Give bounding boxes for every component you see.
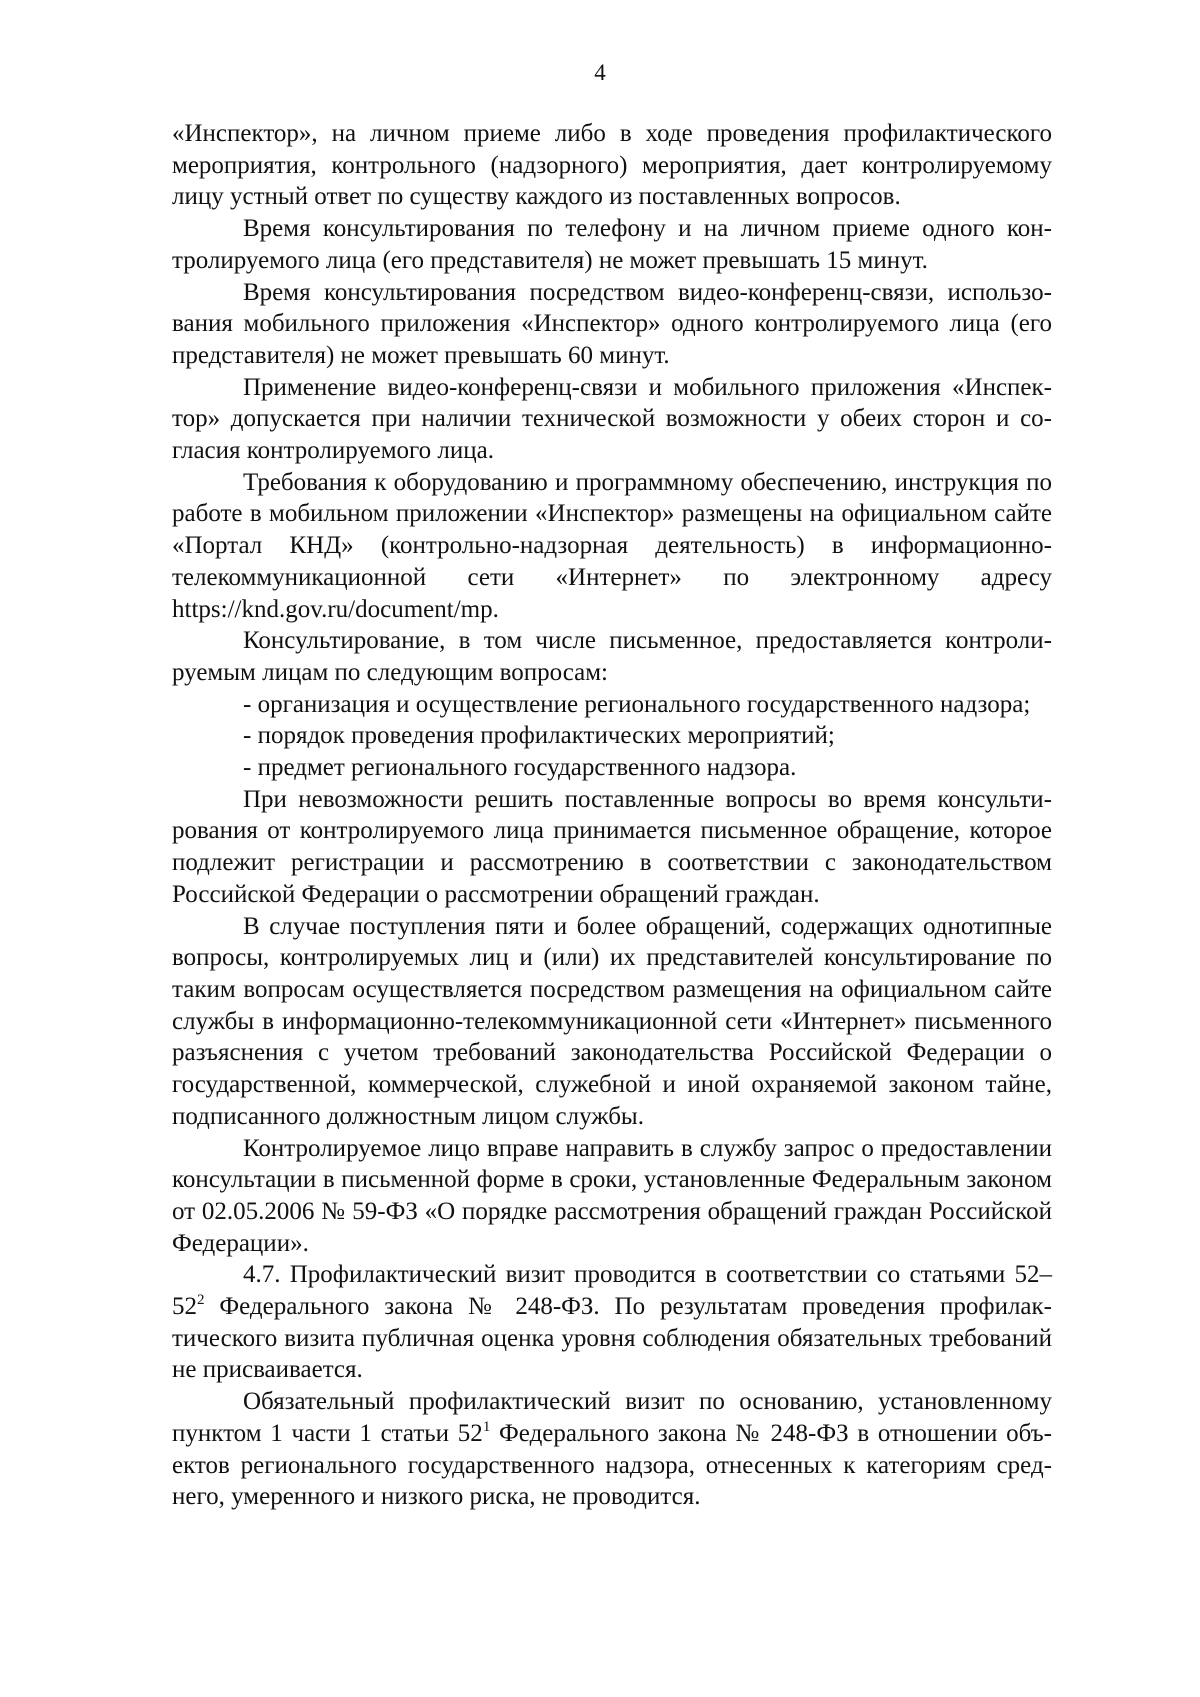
paragraph-text: Обязательный профилактический визит по основанию, установленному пунктом 1 части 1 статьи 52 bbox=[172, 1388, 1052, 1447]
superscript: 1 bbox=[482, 1418, 491, 1435]
list-item: - предмет регионального государственного надзора. bbox=[243, 754, 797, 782]
paragraph: Требования к оборудованию и программному обеспечению, инструкция по работе в мобильном приложении «Инспектор» размещены на официальном сайте «Портал КНД» (контрольно-надзорная деятельность) в информационно-телекоммуникационной сети «Интернет» по электронному адресу https://knd.gov.ru/document/mp. bbox=[172, 468, 1052, 623]
paragraph: В случае поступления пяти и более обращений, содержащих однотипные вопросы, контролируемых лиц и (или) их представителей консультирование по таким вопросам осуществляется посредством размещения на официальном сайте службы в информационно-телекоммуникационной сети «Интернет» письменного разъяснения с учетом требований законодательства Российской Федерации о государственной, коммерческой, служебной и иной охраняемой законом тайне, подписанного должностным лицом службы. bbox=[172, 912, 1052, 1130]
paragraph-text: 4.7. Профилактический визит проводится в соответствии со статьями 52–52 bbox=[172, 1261, 1052, 1321]
paragraph-4-7 bbox=[172, 1259, 1052, 1386]
list-item: - порядок проведения профилактических мероприятий; bbox=[243, 722, 835, 750]
document-body bbox=[172, 118, 1052, 1513]
paragraph: «Инспектор», на личном приеме либо в ходе проведения профилактического мероприятия, контрольного (надзорного) мероприятия, дает контролируемому лицу устный ответ по существу каждого из поставленных вопросов. bbox=[172, 120, 1052, 211]
page-number: 4 bbox=[594, 60, 606, 85]
paragraph: Контролируемое лицо вправе направить в службу запрос о предоставлении консультации в письменной форме в сроки, установленные Федеральным законом от 02.05.2006 № 59-ФЗ «О порядке рассмотрения обращений граждан Российской Федерации». bbox=[172, 1134, 1052, 1257]
list-item: - организация и осуществление регионального государственного надзора; bbox=[243, 690, 1031, 718]
paragraph bbox=[172, 1386, 1052, 1513]
paragraph: При невозможности решить поставленные вопросы во время консультирования от контролируемого лица принимается письменное обращение, которое подлежит регистрации и рассмотрению в соответствии с законодательством Российской Федерации о рассмотрении обращений граждан. bbox=[172, 785, 1052, 908]
paragraph-text: Федерального закона № 248-ФЗ. По результатам проведения профилактического визита публичная оценка уровня соблюдения обязательных требований не присваивается. bbox=[172, 1293, 1052, 1384]
paragraph: Консультирование, в том числе письменное, предоставляется контролируемым лицам по следующим вопросам: bbox=[172, 627, 1052, 686]
paragraph: Время консультирования по телефону и на личном приеме одного контролируемого лица (его представителя) не может превышать 15 минут. bbox=[172, 215, 1052, 274]
paragraph-text: Федерального закона № 248-ФЗ в отношении объектов регионального государственного надзора, отнесенных к категориям среднего, умеренного и низкого риска, не проводится. bbox=[172, 1419, 1052, 1511]
paragraph: Время консультирования посредством видео-конференц-связи, использования мобильного приложения «Инспектор» одного контролируемого лица (его представителя) не может превышать 60 минут. bbox=[172, 278, 1052, 369]
superscript: 2 bbox=[197, 1292, 205, 1309]
paragraph: Применение видео-конференц-связи и мобильного приложения «Инспектор» допускается при наличии технической возможности у обеих сторон и согласия контролируемого лица. bbox=[172, 373, 1052, 465]
